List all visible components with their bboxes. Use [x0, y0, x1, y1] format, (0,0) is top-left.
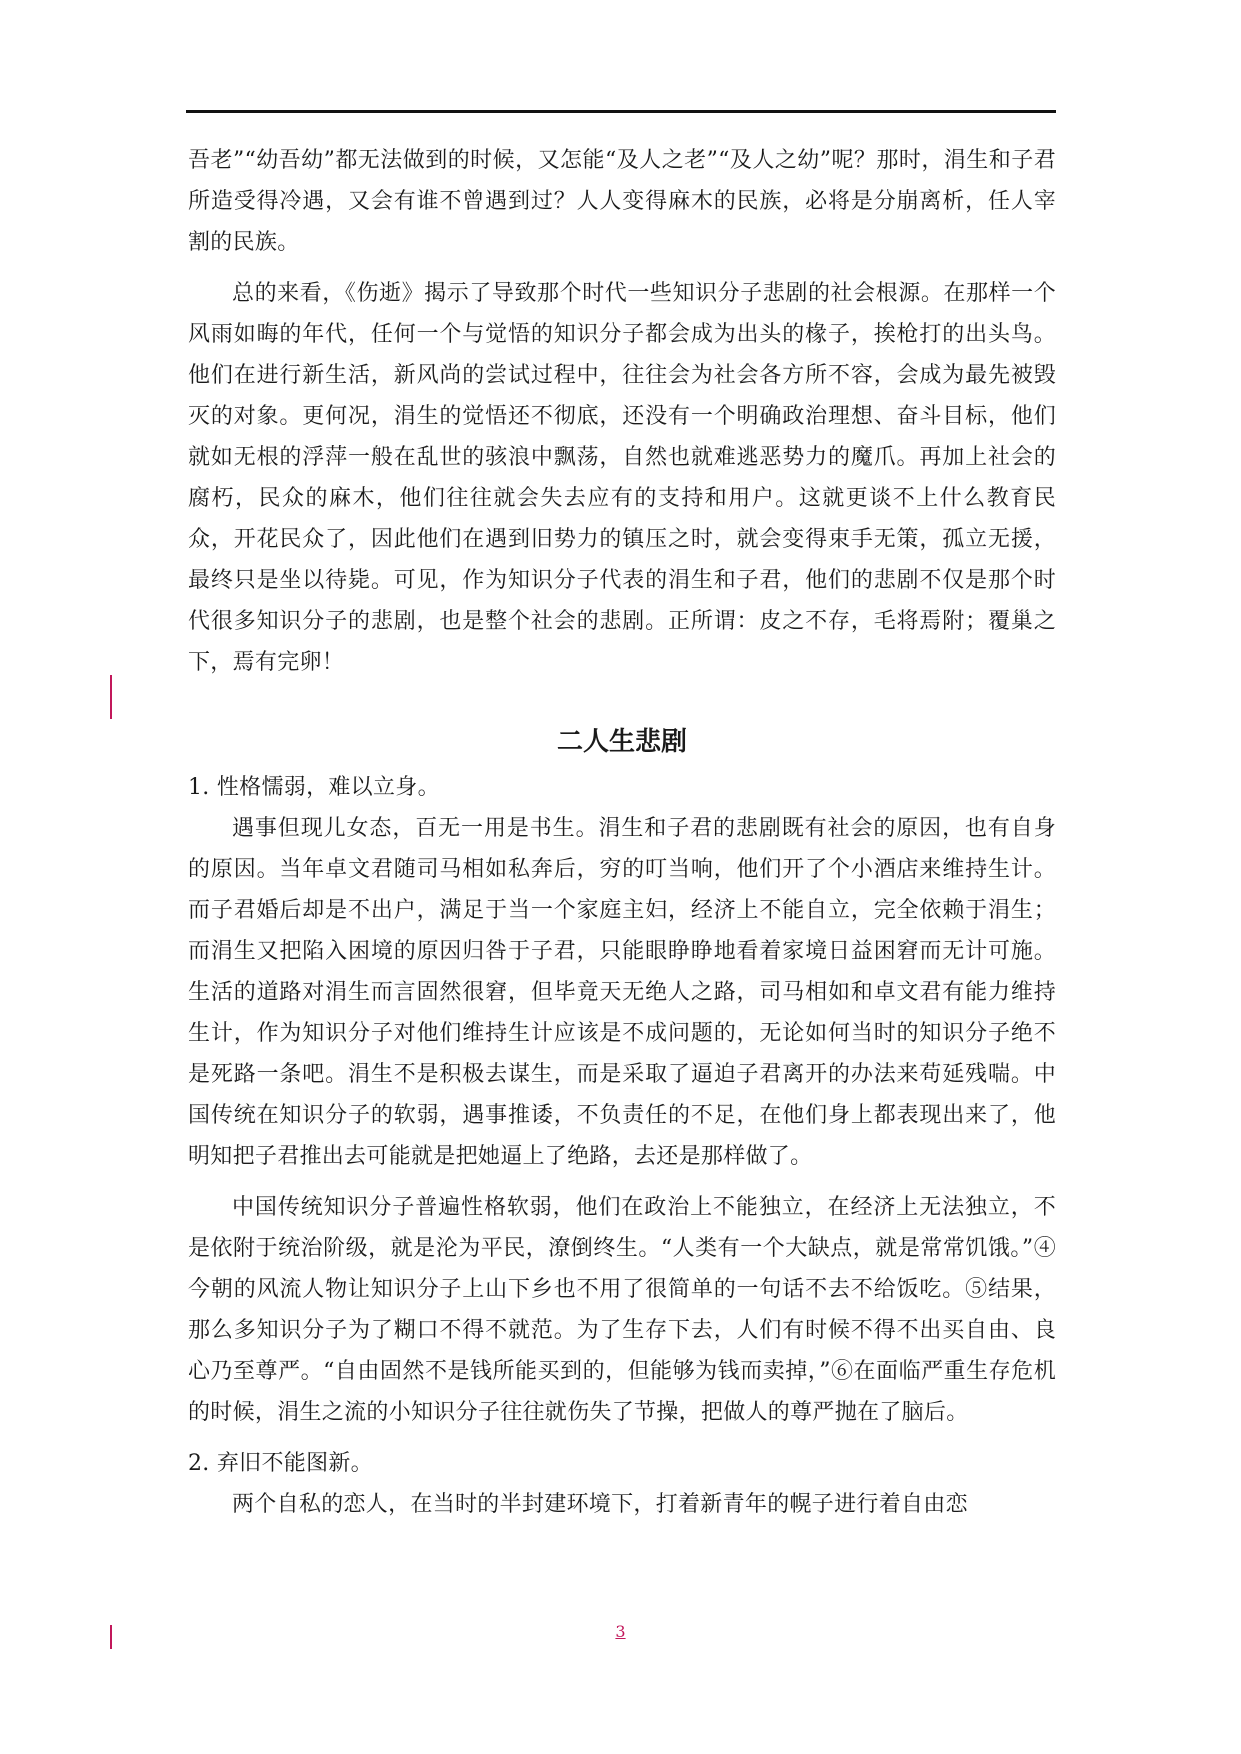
paragraph: 两个自私的恋人，在当时的半封建环境下，打着新青年的幌子进行着自由恋 [232, 1492, 968, 1517]
paragraph-continuation: 吾老”“幼吾幼”都无法做到的时候，又怎能“及人之老”“及人之幼”呢？那时，涓生和子君所造受得冷遇，又会有谁不曾遇到过？人人变得麻木的民族，必将是分崩离析，任人宰割的民族。 [188, 148, 1056, 255]
list-item-2: 2. 弃旧不能图新。 [188, 1451, 373, 1476]
page-number: 3 [615, 1622, 626, 1641]
list-item-1: 1. 性格懦弱，难以立身。 [188, 775, 440, 800]
paragraph: 中国传统知识分子普遍性格软弱，他们在政治上不能独立，在经济上无法独立，不是依附于统治阶级，就是沦为平民，潦倒终生。“人类有一个大缺点，就是常常饥饿。”④今朝的风流人物让知识分子上山下乡也不用了很简单的一句话不去不给饭吃。⑤结果，那么多知识分子为了糊口不得不就范。为了生存下去，人们有时候不得不出买自由、良心乃至尊严。“自由固然不是钱所能买到的，但能够为钱而卖掉，”⑥在面临严重生存危机的时候，涓生之流的小知识分子往往就伤失了节操，把做人的尊严抛在了脑后。 [188, 1195, 1056, 1425]
paragraph-summary: 总的来看，《伤逝》揭示了导致那个时代一些知识分子悲剧的社会根源。在那样一个风雨如晦的年代，任何一个与觉悟的知识分子都会成为出头的椽子，挨枪打的出头鸟。他们在进行新生活，新风尚的尝试过程中，往往会为社会各方所不容，会成为最先被毁灭的对象。更何况，涓生的觉悟还不彻底，还没有一个明确政治理想、奋斗目标，他们就如无根的浮萍一般在乱世的骇浪中飘荡，自然也就难逃恶势力的魔爪。再加上社会的腐朽，民众的麻木，他们往往就会失去应有的支持和用户。这就更谈不上什么教育民众，开花民众了，因此他们在遇到旧势力的镇压之时，就会变得束手无策，孤立无援，最终只是坐以待毙。可见，作为知识分子代表的涓生和子君，他们的悲剧不仅是那个时代很多知识分子的悲剧，也是整个社会的悲剧。正所谓：皮之不存，毛将焉附；覆巢之下，焉有完卵！ [188, 281, 1056, 675]
paragraph: 遇事但现儿女态，百无一用是书生。涓生和子君的悲剧既有社会的原因，也有自身的原因。当年卓文君随司马相如私奔后，穷的叮当响，他们开了个小酒店来维持生计。而子君婚后却是不出户，满足于当一个家庭主妇，经济上不能自立，完全依赖于涓生；而涓生又把陷入困境的原因归咎于子君，只能眼睁睁地看着家境日益困窘而无计可施。生活的道路对涓生而言固然很窘，但毕竟天无绝人之路，司马相如和卓文君有能力维持生计，作为知识分子对他们维持生计应该是不成问题的，无论如何当时的知识分子绝不是死路一条吧。涓生不是积极去谋生，而是采取了逼迫子君离开的办法来苟延残喘。中国传统在知识分子的软弱，遇事推诿，不负责任的不足，在他们身上都表现出来了，他明知把子君推出去可能就是把她逼上了绝路，去还是那样做了。 [188, 816, 1056, 1169]
header-rule [186, 110, 1056, 113]
revision-bar [110, 675, 112, 719]
section-heading: 二人生悲剧 [556, 727, 687, 757]
page-body [188, 140, 1056, 1535]
